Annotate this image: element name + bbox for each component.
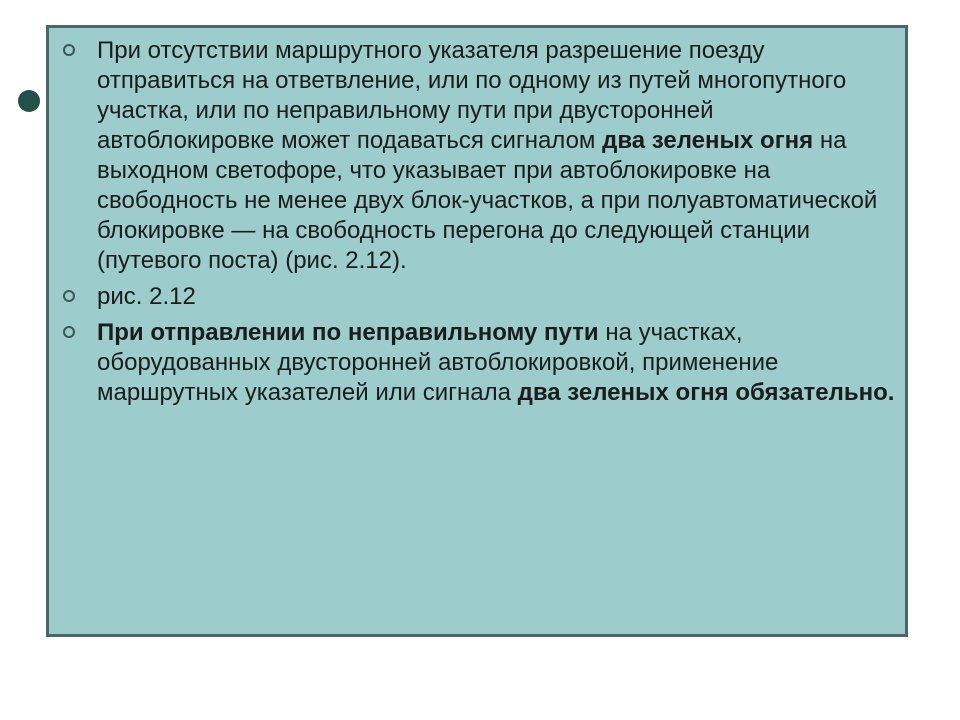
text-segment: При отсутствии маршрутного указателя разрешение поезду отправиться на ответвление, или по одному из путей многопутного участка, или по неправильному пути при двусторонней автоблокировке может подаваться сигналом <box>97 37 847 154</box>
bold-text-segment: При отправлении по неправильному пути <box>97 319 599 346</box>
content-box <box>46 25 908 637</box>
bullet-item-1 <box>97 36 897 276</box>
circle-bullet-icon <box>63 44 75 56</box>
text-segment: рис. 2.12 <box>97 283 196 310</box>
bullet-list <box>97 36 897 414</box>
circle-bullet-icon <box>63 326 75 338</box>
text-segment: на участках, оборудованных двусторонней автоблокировкой, применение маршрутных указателей или сигнала <box>97 319 779 406</box>
slide-decoration-dot <box>18 90 40 112</box>
bullet-item-3 <box>97 318 897 408</box>
bold-text-segment: два зеленых огня <box>602 127 814 154</box>
bullet-item-2 <box>97 282 897 312</box>
text-segment: на выходном светофоре, что указывает при автоблокировке на свободность не менее двух блок-участков, а при полуавтоматической блокировке — на свободность перегона до следующей станции (путевого поста) (рис. 2.12). <box>97 127 878 274</box>
bullet-text <box>97 37 877 274</box>
bullet-text <box>97 283 196 310</box>
circle-bullet-icon <box>63 290 75 302</box>
bullet-text <box>97 319 894 406</box>
bold-text-segment: два зеленых огня обязательно. <box>517 379 895 406</box>
